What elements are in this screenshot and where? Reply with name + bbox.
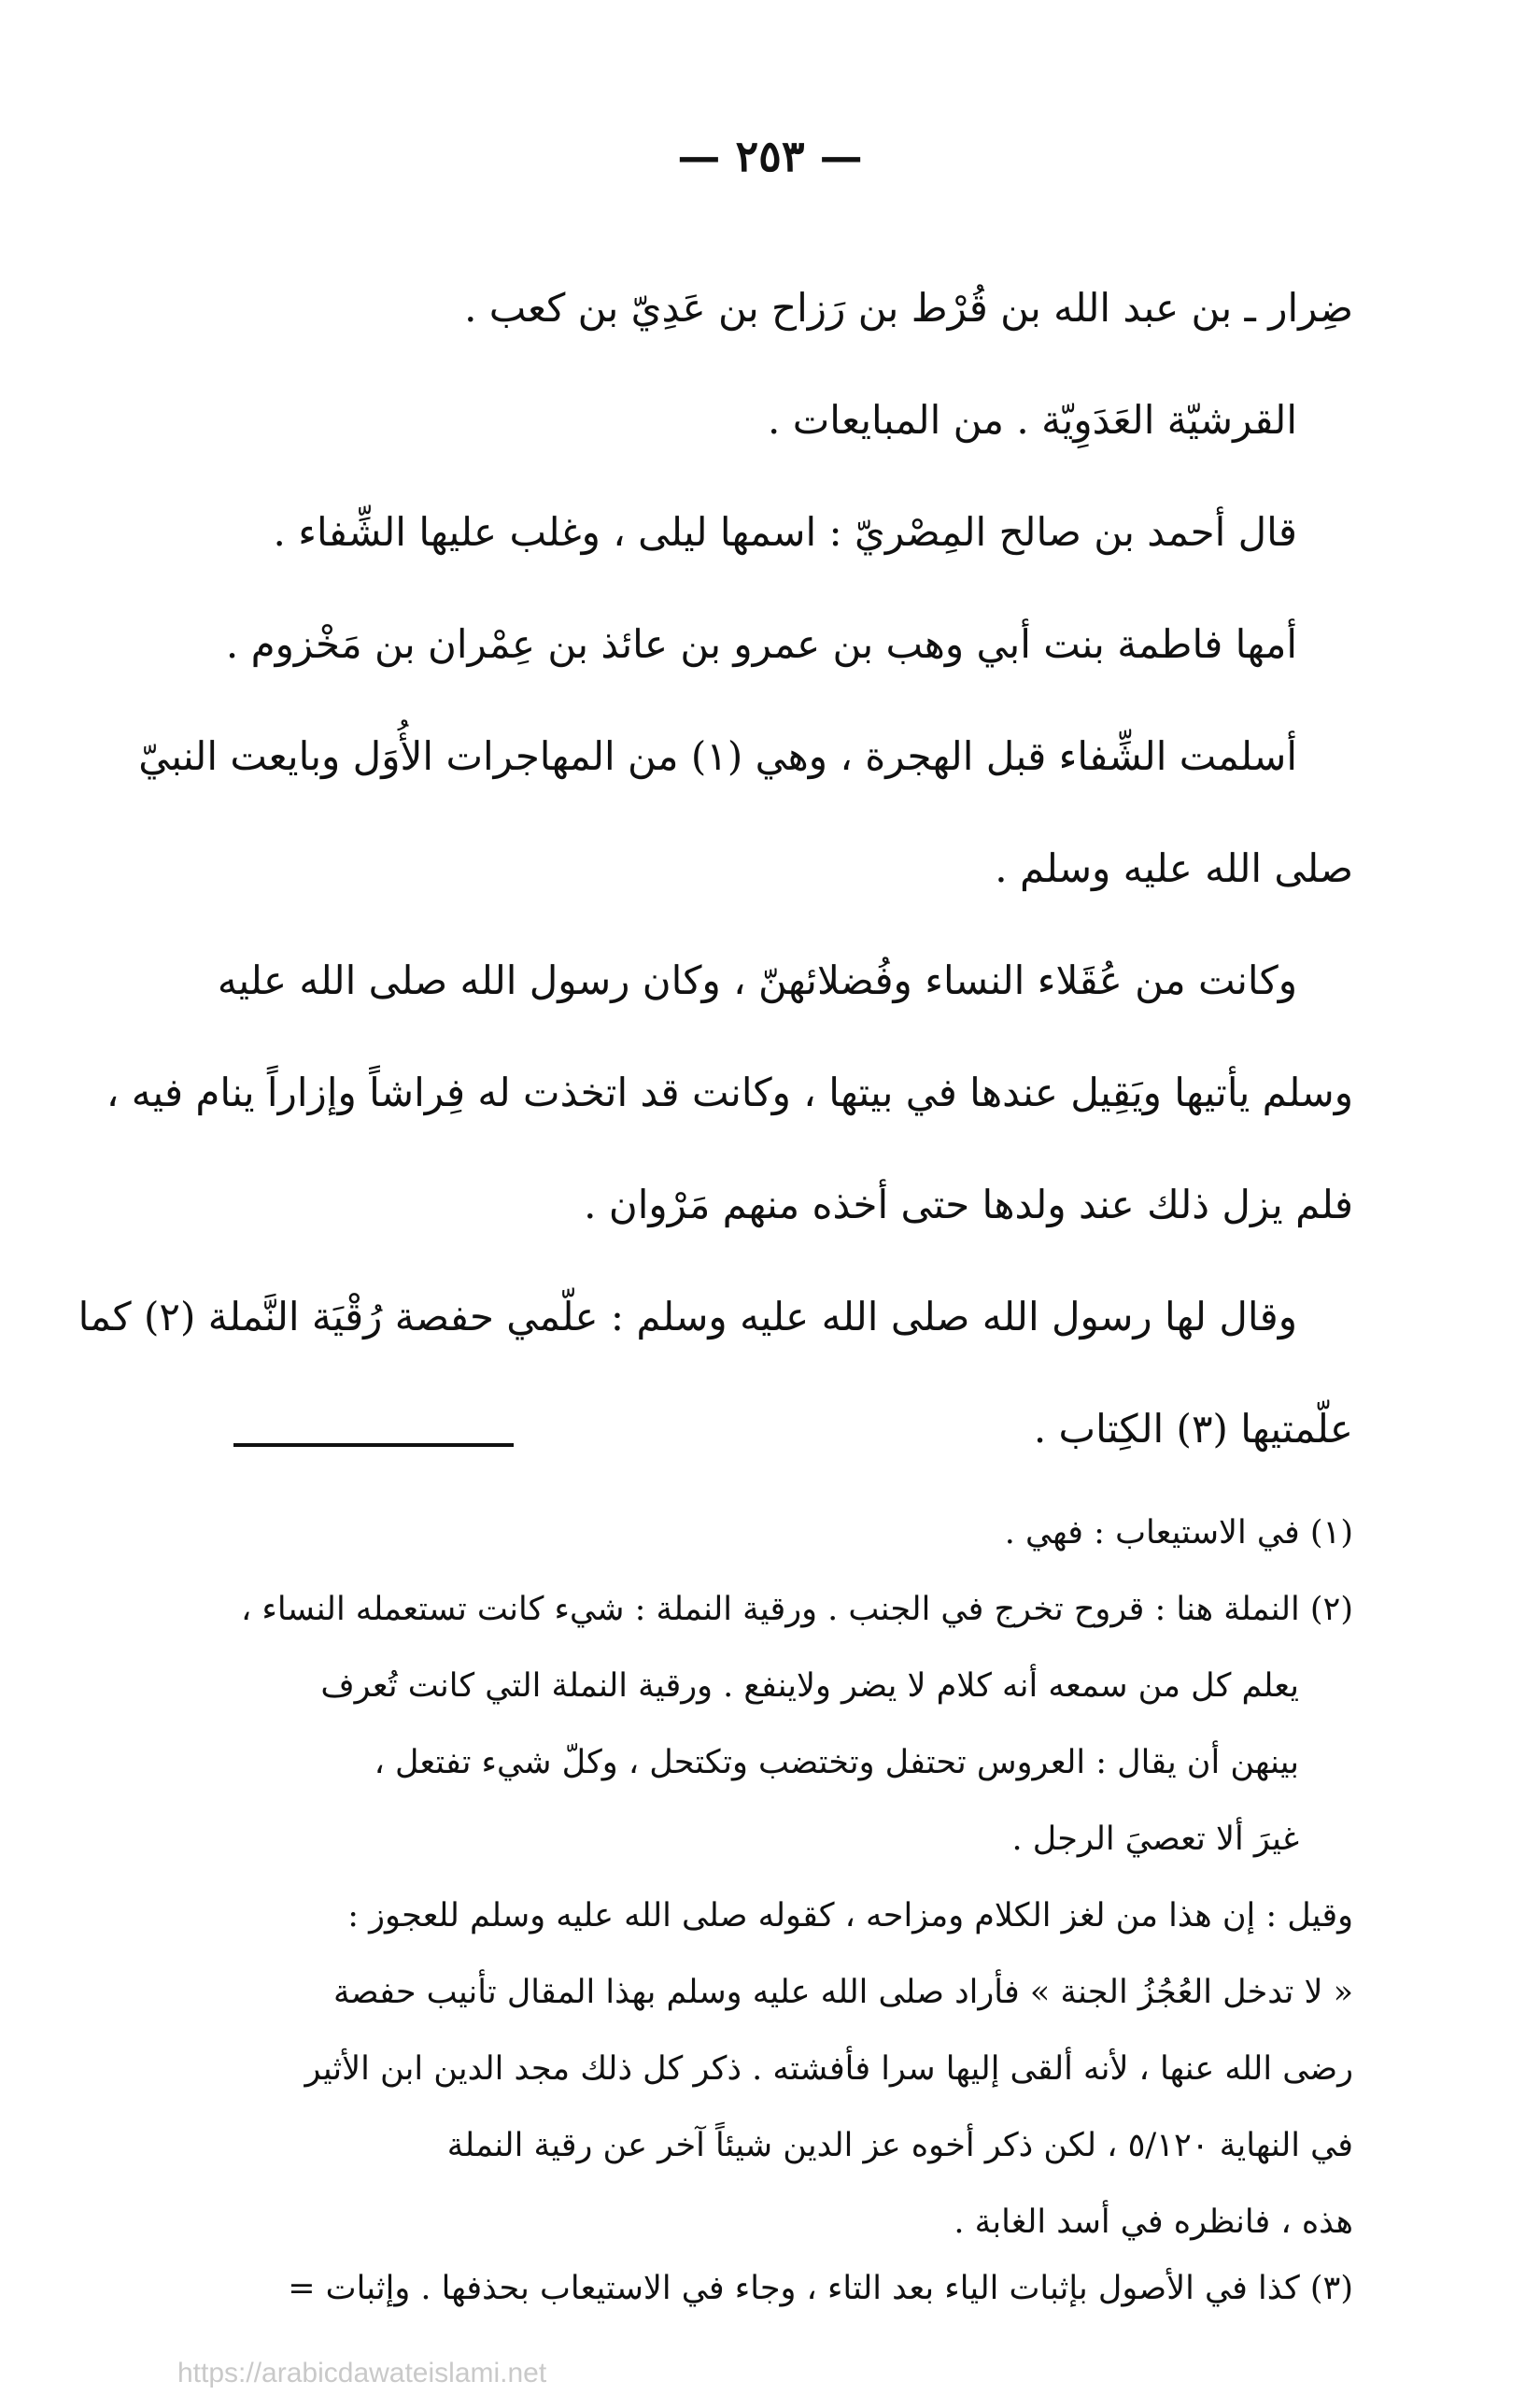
footnote-line: وقيل : إن هذا من لغز الكلام ومزاحه ، كقوله صلى الله عليه وسلم للعجوز : (347, 1897, 1353, 1934)
text-line: وقال لها رسول الله صلى الله عليه وسلم : علّمي حفصة رُقْيَة النَّملة (٢) كما (78, 1294, 1297, 1339)
footnote-line: في النهاية ٥/١٢٠ ، لكن ذكر أخوه عز الدين شيئاً آخر عن رقية النملة (446, 2127, 1353, 2164)
text-line: ضِرار ـ بن عبد الله بن قُرْط بن رَزاح بن عَدِيّ بن كعب . (464, 285, 1353, 331)
footnote-line: (٣) كذا في الأصول بإثبات الياء بعد التاء ، وجاء في الاستيعاب بحذفها . وإثبات = (288, 2270, 1353, 2307)
footnote-line: (١) في الاستيعاب : فهي . (1004, 1514, 1353, 1552)
footnote-line: بينهن أن يقال : العروس تحتفل وتختضب وتكتحل ، وكلّ شيء تفتعل ، (374, 1744, 1299, 1781)
footnote-separator (233, 1443, 514, 1447)
page-number: — ٢٥٣ — (677, 131, 863, 181)
footnote-line: غيرَ ألا تعصيَ الرجل . (1011, 1821, 1299, 1858)
main-text (78, 252, 1353, 1485)
footnote-line: (٢) النملة هنا : قروح تخرج في الجنب . ورقية النملة : شيء كانت تستعمله النساء ، (240, 1591, 1353, 1628)
footnotes (177, 1495, 1353, 2317)
footnote-line: رضى الله عنها ، لأنه ألقى إليها سرا فأفشته . ذكر كل ذلك مجد الدين ابن الأثير (304, 2050, 1353, 2088)
text-line: صلى الله عليه وسلم . (995, 845, 1353, 891)
footnote-line: هذه ، فانظره في أسد الغابة . (954, 2204, 1353, 2241)
footnote-line: يعلم كل من سمعه أنه كلام لا يضر ولاينفع . ورقية النملة التي كانت تُعرف (320, 1667, 1299, 1705)
text-line: وسلم يأتيها ويَقِيل عندها في بيتها ، وكانت قد اتخذت له فِراشاً وإزاراً ينام فيه ، (106, 1070, 1353, 1115)
text-line: فلم يزل ذلك عند ولدها حتى أخذه منهم مَرْوان . (584, 1182, 1353, 1227)
watermark: https://arabicdawateislami.net (177, 2358, 547, 2388)
footnote-line: « لا تدخل العُجُزُ الجنة » فأراد صلى الله عليه وسلم بهذا المقال تأنيب حفصة (333, 1974, 1353, 2011)
text-line: قال أحمد بن صالح المِصْريّ : اسمها ليلى ، وغلب عليها الشِّفاء . (273, 509, 1297, 555)
text-line: أسلمت الشِّفاء قبل الهجرة ، وهي (١) من المهاجرات الأُوَل وبايعت النبيّ (138, 733, 1297, 779)
text-line: وكانت من عُقَلاء النساء وفُضلائهنّ ، وكان رسول الله صلى الله عليه (217, 957, 1297, 1003)
text-line: علّمتيها (٣) الكِتاب . (1033, 1406, 1353, 1452)
text-line: أمها فاطمة بنت أبي وهب بن عمرو بن عائذ بن عِمْران بن مَخْزوم . (225, 621, 1297, 667)
text-line: القرشيّة العَدَوِيّة . من المبايعات . (768, 397, 1297, 443)
